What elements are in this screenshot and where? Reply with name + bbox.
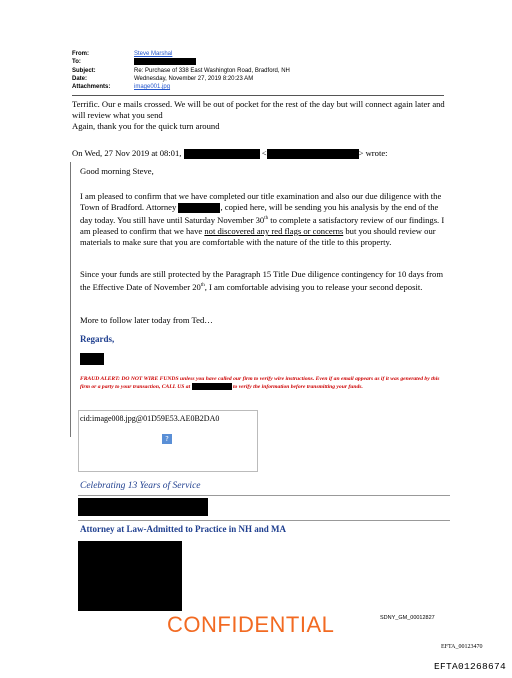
quote-attribution-suffix: > wrote: [358, 148, 388, 158]
p2-underlined: not discovered any red flags or concerns [204, 225, 344, 236]
from-value-link[interactable]: Steve Marshal [134, 51, 173, 57]
broken-image-icon: ? [162, 434, 172, 444]
quoted-paragraph-deposit [80, 269, 445, 293]
reply-line-1: Terrific. Our e mails crossed. We will be out of pocket for the rest of the day but will connect again later and will review what you send [72, 99, 445, 120]
image-placeholder-cid: cid:image008.jpg@01D59E53.AE0B2DA0 [80, 414, 220, 423]
p3-text-b: , I am comfortable advising you to release your second deposit. [204, 281, 423, 292]
quote-attribution [72, 148, 452, 159]
to-label: To: [72, 59, 81, 66]
confidential-stamp: CONFIDENTIAL [167, 612, 335, 637]
attachments-label: Attachments: [72, 84, 111, 91]
bates-number-efta-2: EFTA01268674 [434, 661, 507, 672]
contact-block-redaction [78, 541, 182, 611]
p2-text-b: , copied here, will be sending you his analysis by the end of the day today. You still have until Saturday November 30 [80, 202, 439, 225]
fraud-alert-text-b: to verify the information before transmitting your funds. [231, 384, 363, 390]
quoted-greeting: Good morning Steve, [80, 166, 154, 176]
reply-body [72, 99, 452, 132]
p2-text-a: I am pleased to confirm that we have completed our title examination and also our due diligence with the Town of Bradford. Attorney [80, 191, 442, 212]
quoted-paragraph-followup: More to follow later today from Ted… [80, 315, 213, 325]
reply-line-2: Again, thank you for the quick turn around [72, 121, 220, 131]
quote-attribution-prefix: On Wed, 27 Nov 2019 at 08:01, [72, 148, 182, 158]
phone-redaction [192, 383, 232, 390]
subject-value: Re: Purchase of 338 East Washington Road, Bradford, NH [134, 67, 290, 74]
p2-text-c: to complete a satisfactory review of our findings. I am pleased to confirm that we have [80, 214, 445, 236]
signature-name-redaction [80, 353, 104, 365]
regards-signoff: Regards, [80, 334, 115, 344]
subject-label: Subject: [72, 67, 96, 74]
p2-superscript: th [264, 216, 269, 222]
quoted-paragraph-title [80, 191, 445, 248]
fraud-alert-text-a: FRAUD ALERT: DO NOT WIRE FUNDS unless you have called our firm to verify wire instructions. Even if an email appears as if it was generated by this firm or a party to your transaction, CALL US at [80, 376, 440, 390]
sender-email-redaction [267, 149, 359, 159]
header-divider [72, 95, 444, 96]
fraud-alert [80, 375, 442, 391]
sender-name-redaction [184, 149, 260, 159]
signature-divider-top [78, 495, 450, 496]
p2-text-d: but you should review our materials to make sure that you are comfortable with the nature of the title to this property. [80, 225, 436, 247]
attorney-name-redaction [178, 203, 220, 213]
to-redaction [134, 58, 196, 65]
bates-number-sdny: SDNY_GM_00012827 [380, 615, 435, 621]
bates-number-efta-1: EFTA_00123470 [441, 644, 483, 650]
email-header [72, 50, 290, 91]
to-row [72, 58, 290, 66]
celebrating-tagline: Celebrating 13 Years of Service [80, 481, 201, 491]
date-row [72, 75, 290, 83]
attachment-link[interactable]: image001.jpg [134, 84, 171, 91]
p3-superscript: th [200, 283, 205, 288]
subject-row [72, 67, 290, 75]
p3-text-a: Since your funds are still protected by the Paragraph 15 Title Due diligence contingency for 10 days from the Effective Date of November 20 [80, 269, 443, 292]
from-label: From: [72, 51, 89, 57]
quote-attribution-lt: < [261, 148, 267, 158]
date-value: Wednesday, November 27, 2019 8:20:23 AM [134, 75, 254, 82]
date-label: Date: [72, 75, 88, 82]
attachments-row [72, 83, 290, 91]
attorney-title: Attorney at Law-Admitted to Practice in NH and MA [80, 524, 286, 534]
from-row [72, 50, 290, 58]
firm-name-redaction [78, 498, 208, 516]
signature-divider-mid [78, 520, 450, 521]
